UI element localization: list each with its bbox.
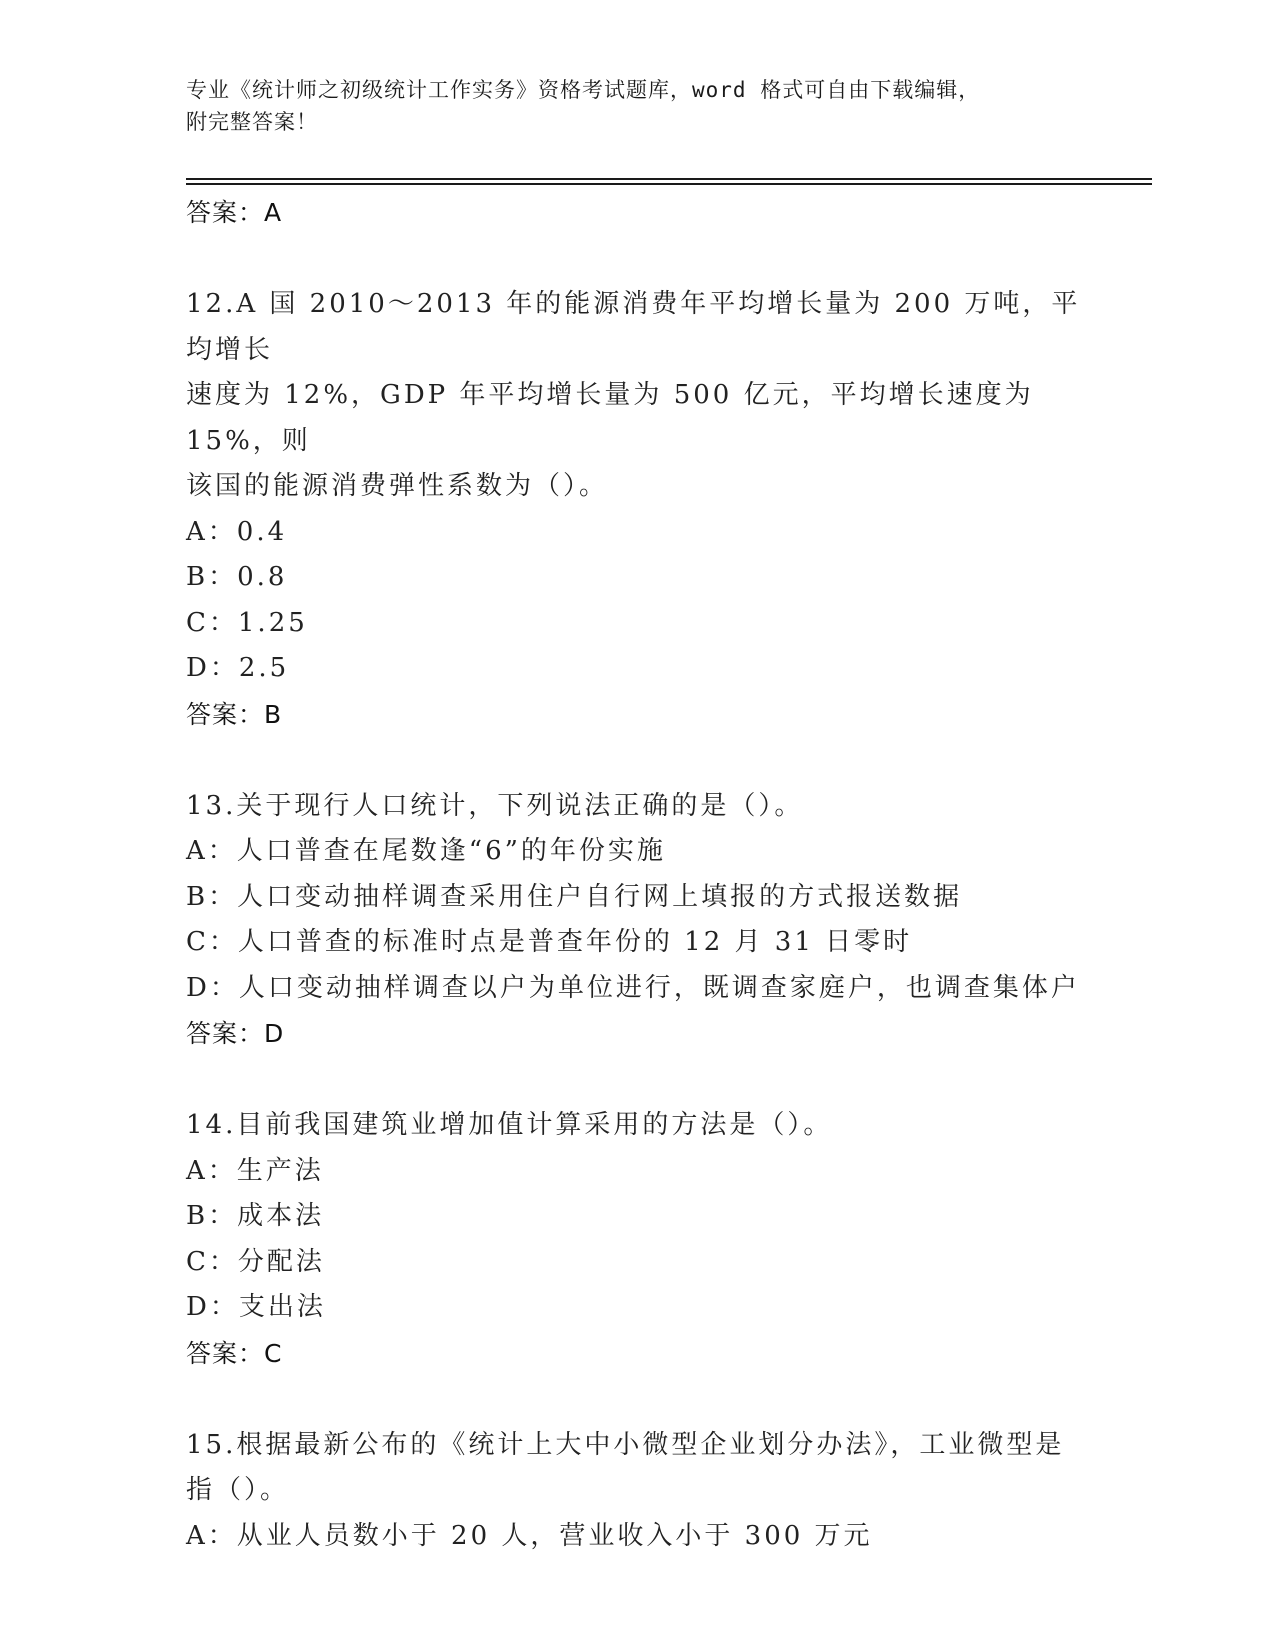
question-stem-line: 速度为 12%，GDP 年平均增长量为 500 亿元，平均增长速度为 15%，则 — [186, 380, 1034, 456]
option-d: D：支出法 — [186, 1292, 326, 1322]
answer-line: 答案：C — [186, 1338, 283, 1368]
question-stem-line: 该国的能源消费弹性系数为（）。 — [186, 471, 609, 501]
question-stem-line: 指（）。 — [186, 1475, 290, 1505]
spacer — [186, 1057, 1106, 1103]
option-b: B：0.8 — [186, 562, 288, 592]
answer-line: 答案：D — [186, 1019, 285, 1048]
option-c: C：人口普查的标准时点是普查年份的 12 月 31 日零时 — [186, 927, 913, 957]
option-a: A：人口普查在尾数逢“6”的年份实施 — [186, 836, 666, 866]
option-b: B：成本法 — [186, 1201, 325, 1231]
question-12 — [186, 282, 1106, 738]
question-list — [186, 190, 1106, 1559]
option-d: D：人口变动抽样调查以户为单位进行，既调查家庭户，也调查集体户 — [186, 972, 1080, 1003]
header-divider-top — [186, 178, 1152, 180]
document-header — [186, 74, 1086, 138]
spacer — [186, 738, 1106, 784]
answer-line: 答案：B — [186, 699, 283, 729]
question-13 — [186, 784, 1106, 1058]
question-stem-line: 15.根据最新公布的《统计上大中小微型企业划分办法》，工业微型是 — [186, 1429, 1065, 1460]
option-a: A：生产法 — [186, 1155, 324, 1186]
spacer — [186, 236, 1106, 282]
spacer — [186, 1377, 1106, 1423]
question-11 — [186, 190, 1106, 236]
option-a: A：0.4 — [186, 516, 288, 547]
header-line-1: 专业《统计师之初级统计工作实务》资格考试题库，word 格式可自由下载编辑， — [186, 78, 981, 102]
option-b: B：人口变动抽样调查采用住户自行网上填报的方式报送数据 — [186, 881, 963, 912]
header-line-2: 附完整答案！ — [186, 110, 318, 134]
header-divider-bottom — [186, 183, 1152, 185]
option-c: C：分配法 — [186, 1246, 325, 1277]
question-15 — [186, 1423, 1106, 1560]
answer-line: 答案：A — [186, 198, 283, 227]
option-a: A：从业人员数小于 20 人，营业收入小于 300 万元 — [186, 1520, 873, 1551]
option-d: D：2.5 — [186, 653, 290, 683]
question-stem-line: 12.A 国 2010～2013 年的能源消费年平均增长量为 200 万吨，平均增长 — [186, 289, 1081, 365]
question-stem-line: 14.目前我国建筑业增加值计算采用的方法是（）。 — [186, 1110, 833, 1140]
question-stem-line: 13.关于现行人口统计，下列说法正确的是（）。 — [186, 790, 804, 821]
question-14 — [186, 1103, 1106, 1377]
option-c: C：1.25 — [186, 607, 308, 638]
